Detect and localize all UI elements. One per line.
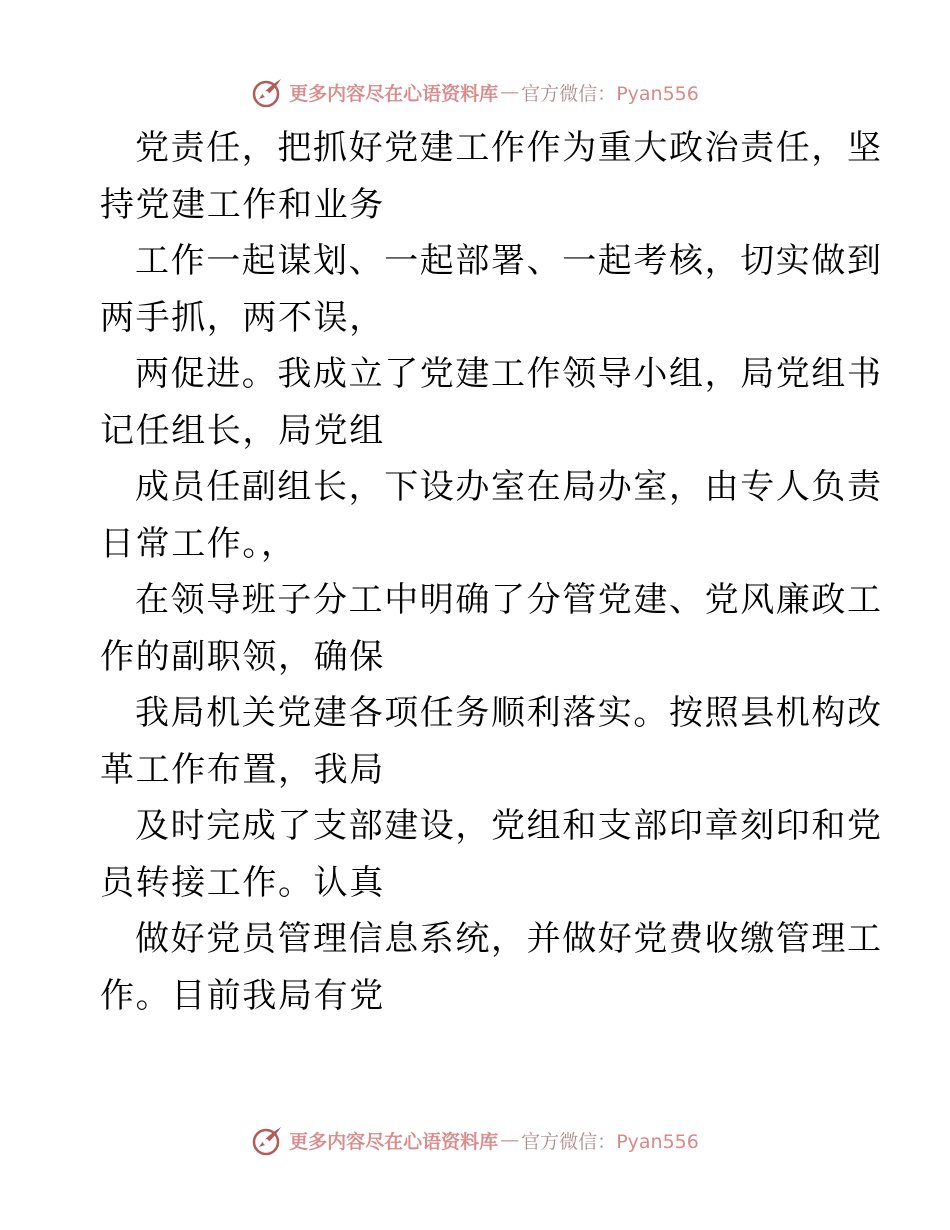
- text-line: 员转接工作。认真: [100, 862, 385, 903]
- text-line: 及时完成了支部建设，党组和支部印章刻印和党: [135, 806, 883, 846]
- watermark-contact: [521, 1127, 699, 1154]
- header-watermark: [0, 72, 950, 112]
- watermark-brand: 更多内容尽在心语资料库: [289, 82, 499, 105]
- text-line: 成员任副组长，下设办室在局办室，由专人负责: [135, 467, 883, 507]
- text-line: 作。目前我局有党: [100, 975, 385, 1016]
- watermark-separator: —: [500, 81, 520, 103]
- text-line: 日常工作。，: [100, 523, 297, 564]
- watermark-separator: —: [500, 1129, 520, 1151]
- text-line: 作的副职领，确保: [100, 636, 385, 677]
- text-line: 两手抓，两不误，: [100, 297, 385, 338]
- text-line: 在领导班子分工中明确了分管党建、党风廉政工: [135, 580, 883, 620]
- text-line: 做好党员管理信息系统，并做好党费收缴管理工: [135, 919, 883, 959]
- text-line: 革工作布置，我局: [100, 749, 385, 790]
- watermark-contact-id: Pyan556: [616, 82, 699, 105]
- text-line: 两促进。我成立了党建工作领导小组，局党组书: [135, 354, 883, 394]
- text-line: 持党建工作和业务: [100, 184, 385, 225]
- text-line: 我局机关党建各项任务顺利落实。按照县机构改: [135, 693, 883, 733]
- document-body: [100, 120, 883, 1024]
- quill-logo-icon: [251, 1123, 285, 1157]
- watermark-contact-label: 官方微信：: [521, 82, 617, 105]
- text-line: 党责任，把抓好党建工作作为重大政治责任，坚: [135, 128, 883, 168]
- watermark-contact-id: Pyan556: [616, 1130, 699, 1153]
- watermark-contact-label: 官方微信：: [521, 1130, 617, 1153]
- footer-watermark: [0, 1120, 950, 1160]
- watermark-contact: [521, 79, 699, 106]
- text-line: 记任组长，局党组: [100, 410, 385, 451]
- watermark-brand: 更多内容尽在心语资料库: [289, 1130, 499, 1153]
- text-line: 工作一起谋划、一起部署、一起考核，切实做到: [135, 241, 883, 281]
- quill-logo-icon: [251, 75, 285, 109]
